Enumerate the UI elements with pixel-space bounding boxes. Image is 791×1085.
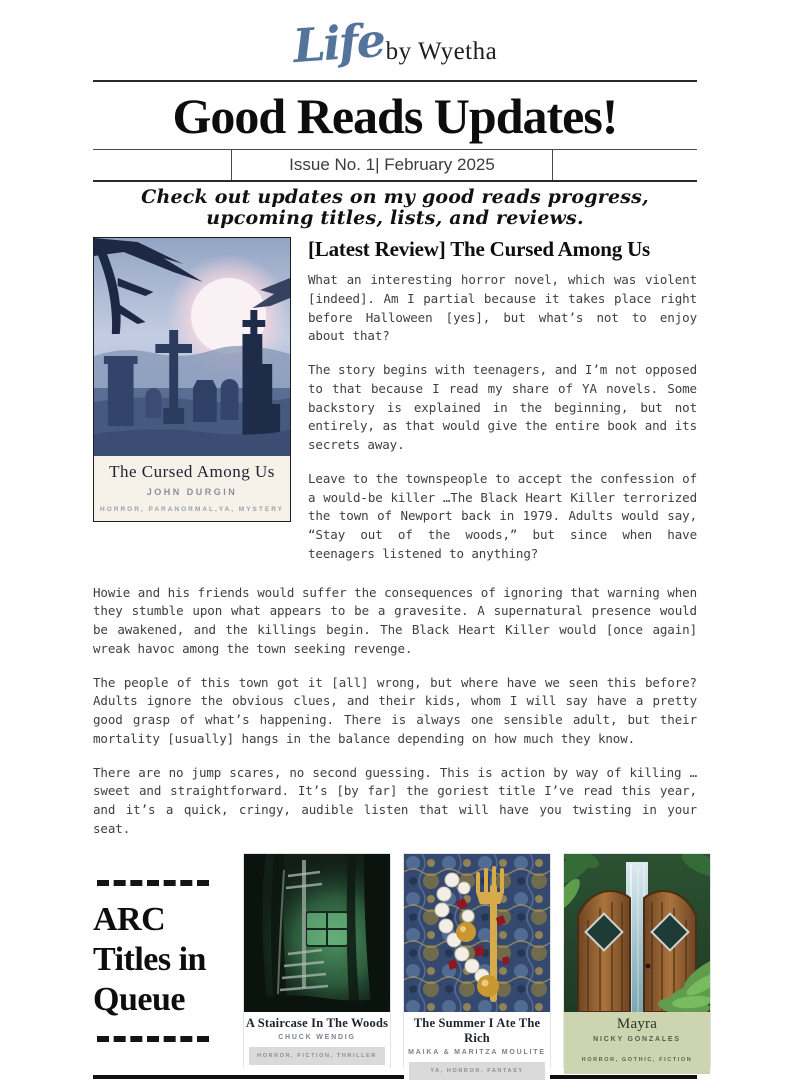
arc-heading: [93, 900, 231, 1020]
arc-book-title: A Staircase In The Woods: [245, 1015, 389, 1030]
arc-book-genres: HORROR, FICTION, THRILLER: [249, 1047, 385, 1065]
doors-jungle-cover-art: [564, 854, 710, 1012]
arc-cover-staircase: [244, 854, 390, 1067]
arc-book-author: NICKY GONZALES: [593, 1035, 681, 1043]
featured-book-author: JOHN DURGIN: [146, 487, 238, 498]
arc-covers-row: [244, 854, 710, 1074]
review-column: [308, 237, 697, 579]
arc-heading-line: ARC: [93, 900, 166, 938]
review-full-width-section: [93, 584, 697, 839]
arc-book-author: CHUCK WENDIG: [278, 1033, 356, 1041]
review-heading: [Latest Review] The Cursed Among Us: [308, 237, 651, 262]
arc-cover-mayra: [564, 854, 710, 1067]
bottom-divider: [93, 1075, 697, 1079]
review-paragraph: Howie and his friends would suffer the consequences of ignoring that warning when they stumble upon what appears to be a gravesite. A supernatural presence would be awakened, and the killings begin. The Black Heart Killer would [once again] wreak havoc among the town seeking revenge.: [93, 584, 697, 656]
logo: [93, 14, 697, 80]
arc-book-title: The Summer I Ate The Rich: [413, 1015, 541, 1045]
featured-review-section: [93, 237, 697, 579]
arc-heading-line: Queue: [93, 980, 185, 1018]
featured-book-genres: HORROR, PARANORMAL,YA, MYSTERY: [100, 506, 284, 514]
issue-line: Issue No. 1| February 2025: [289, 154, 495, 174]
arc-book-genres: YA, HORROR, FANTASY: [409, 1062, 545, 1080]
arc-heading-line: Titles in: [93, 940, 206, 978]
logo-suffix-text: by Wyetha: [385, 38, 498, 65]
fork-pearls-cover-art: [404, 854, 550, 1012]
featured-book-title: The Cursed Among Us: [109, 462, 275, 482]
issue-bar-left-cell: [93, 150, 232, 180]
featured-cover-text-band: [94, 456, 290, 521]
review-paragraph: Leave to the townspeople to accept the confession of a would-be killer …The Black Heart Killer terrorized the town of Newport back in 1979. Adults would say, “Stay out of the woods,” but since when have teenagers listened to anything?: [308, 470, 697, 561]
arc-label-column: [93, 854, 231, 1067]
issue-bar-right-cell: [552, 150, 697, 180]
arc-cover-summer: [404, 854, 550, 1074]
tagline: Check out updates on my good reads progress, upcoming titles, lists, and reviews.: [141, 185, 649, 229]
logo-script-text: Life: [291, 12, 386, 74]
arc-book-title: Mayra: [616, 1015, 658, 1032]
review-paragraph: What an interesting horror novel, which was violent [indeed]. Am I partial because it takes place right before Halloween [yes], but what’s not to enjoy about that?: [308, 272, 697, 344]
arc-cover-text-band: [564, 1012, 710, 1074]
masthead-title: Good Reads Updates!: [172, 88, 618, 144]
review-paragraph: The people of this town got it [all] wrong, but where have we seen this before? Adults ignore the obvious clues, and their kids, whom I will say have a pretty good grasp of what’s happening. There is always one sensible adult, but their mortality [usually] hangs in the balance depending on how much they know.: [93, 674, 697, 746]
arc-section: [93, 854, 697, 1074]
arc-book-author: MAIKA & MARITZA MOULITE: [408, 1048, 546, 1056]
dashed-divider-top: [97, 880, 209, 886]
dashed-divider-bottom: [97, 1036, 209, 1042]
issue-bar: [93, 149, 697, 182]
staircase-cover-art: [244, 854, 390, 1012]
review-paragraph: The story begins with teenagers, and I’m not opposed to that because I read my share of YA novels. Some backstory is explained in the beginning, but not entirely, as that would give the entire book and its secrets away.: [308, 362, 697, 453]
graveyard-cover-art: [94, 238, 290, 456]
arc-cover-text-band: [404, 1012, 550, 1085]
review-paragraph: There are no jump scares, no second guessing. This is action by way of killing …sweet and straightforward. It’s [by far] the goriest title I’ve read this year, and it’s a quick, cringy, audible listen that will have you twisting in your seat.: [93, 764, 697, 836]
arc-book-genres: HORROR, GOTHIC, FICTION: [581, 1056, 693, 1063]
arc-cover-text-band: [244, 1012, 390, 1070]
featured-book-cover: [93, 237, 291, 522]
